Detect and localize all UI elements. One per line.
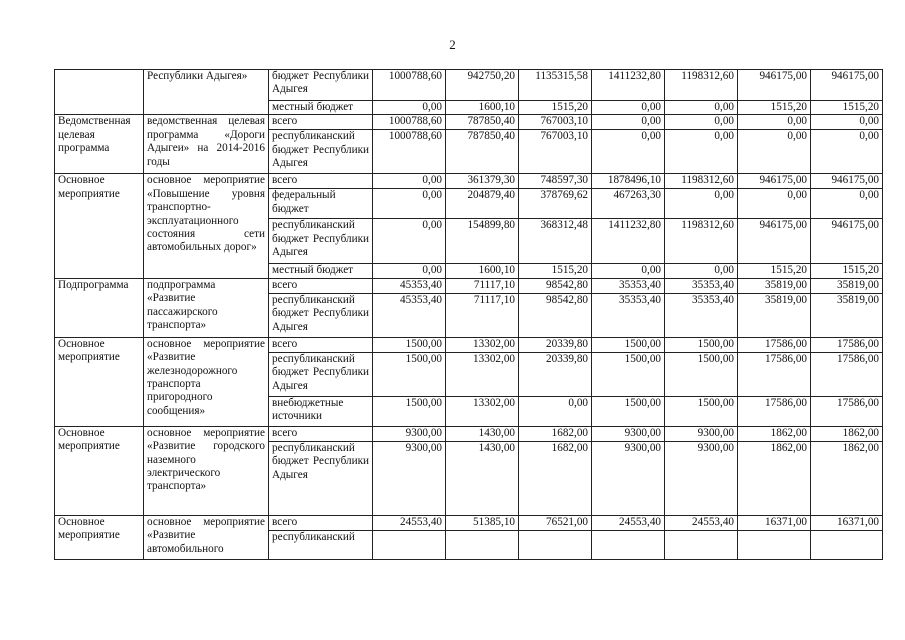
amount-cell: 20339,80 <box>519 352 592 396</box>
amount-cell: 0,00 <box>373 264 446 278</box>
amount-cell: 787850,40 <box>446 130 519 174</box>
program-name-cell: основное мероприятие «Развитие автомобильного <box>144 515 269 559</box>
funding-source-cell: республиканский бюджет Республики Адыгея <box>269 352 373 396</box>
amount-cell: 1411232,80 <box>592 70 665 101</box>
table-body <box>55 70 883 560</box>
amount-cell: 17586,00 <box>811 352 883 396</box>
amount-cell: 17586,00 <box>738 337 811 352</box>
amount-cell: 98542,80 <box>519 278 592 293</box>
amount-cell: 1500,00 <box>373 352 446 396</box>
amount-cell <box>592 530 665 559</box>
table-row <box>55 426 883 441</box>
amount-cell: 0,00 <box>738 130 811 174</box>
amount-cell: 1500,00 <box>592 396 665 426</box>
amount-cell: 1515,20 <box>738 101 811 115</box>
funding-source-cell: всего <box>269 337 373 352</box>
table-row <box>55 115 883 130</box>
amount-cell: 1500,00 <box>665 337 738 352</box>
amount-cell: 1500,00 <box>592 337 665 352</box>
amount-cell: 17586,00 <box>738 396 811 426</box>
funding-source-cell: всего <box>269 426 373 441</box>
amount-cell: 1135315,58 <box>519 70 592 101</box>
amount-cell: 946175,00 <box>811 174 883 189</box>
funding-source-cell: всего <box>269 515 373 530</box>
amount-cell: 16371,00 <box>811 515 883 530</box>
amount-cell: 1411232,80 <box>592 219 665 264</box>
amount-cell: 9300,00 <box>665 426 738 441</box>
row-type-cell: Подпрограмма <box>55 278 144 337</box>
row-type-cell: Основное мероприятие <box>55 426 144 515</box>
amount-cell: 51385,10 <box>446 515 519 530</box>
funding-source-cell: республиканский бюджет Республики Адыгея <box>269 130 373 174</box>
amount-cell: 0,00 <box>519 396 592 426</box>
amount-cell: 946175,00 <box>738 174 811 189</box>
amount-cell: 1515,20 <box>519 264 592 278</box>
budget-table <box>54 69 883 560</box>
amount-cell: 1600,10 <box>446 264 519 278</box>
amount-cell: 946175,00 <box>811 219 883 264</box>
program-name-cell: основное мероприятие «Развитие железнодорожного транспорта пригородного сообщения» <box>144 337 269 426</box>
amount-cell: 368312,48 <box>519 219 592 264</box>
amount-cell: 35819,00 <box>738 293 811 337</box>
amount-cell: 0,00 <box>811 115 883 130</box>
amount-cell <box>665 530 738 559</box>
amount-cell: 1000788,60 <box>373 130 446 174</box>
amount-cell: 35819,00 <box>811 293 883 337</box>
amount-cell: 24553,40 <box>373 515 446 530</box>
amount-cell: 0,00 <box>373 219 446 264</box>
amount-cell: 0,00 <box>592 264 665 278</box>
table-row <box>55 337 883 352</box>
table-row <box>55 174 883 189</box>
amount-cell: 45353,40 <box>373 293 446 337</box>
amount-cell: 13302,00 <box>446 396 519 426</box>
amount-cell <box>373 530 446 559</box>
amount-cell <box>738 530 811 559</box>
amount-cell: 1500,00 <box>665 352 738 396</box>
amount-cell: 1000788,60 <box>373 115 446 130</box>
amount-cell: 35353,40 <box>592 293 665 337</box>
amount-cell: 0,00 <box>373 101 446 115</box>
amount-cell: 0,00 <box>592 130 665 174</box>
program-name-cell: основное мероприятие «Развитие городского наземного электрического транспорта» <box>144 426 269 515</box>
table-row <box>55 515 883 530</box>
row-type-cell: Основное мероприятие <box>55 337 144 426</box>
amount-cell: 946175,00 <box>738 70 811 101</box>
funding-source-cell: республиканский <box>269 530 373 559</box>
amount-cell: 20339,80 <box>519 337 592 352</box>
amount-cell: 1500,00 <box>373 337 446 352</box>
amount-cell: 9300,00 <box>592 441 665 515</box>
amount-cell: 767003,10 <box>519 130 592 174</box>
amount-cell: 0,00 <box>592 101 665 115</box>
amount-cell: 1500,00 <box>373 396 446 426</box>
amount-cell: 35353,40 <box>665 293 738 337</box>
funding-source-cell: местный бюджет <box>269 101 373 115</box>
amount-cell: 1862,00 <box>738 426 811 441</box>
amount-cell: 1862,00 <box>738 441 811 515</box>
amount-cell: 0,00 <box>665 189 738 219</box>
amount-cell: 0,00 <box>738 115 811 130</box>
row-type-cell <box>55 70 144 115</box>
amount-cell: 1198312,60 <box>665 219 738 264</box>
amount-cell: 942750,20 <box>446 70 519 101</box>
amount-cell: 1500,00 <box>665 396 738 426</box>
amount-cell: 0,00 <box>811 189 883 219</box>
amount-cell: 13302,00 <box>446 352 519 396</box>
amount-cell: 17586,00 <box>811 337 883 352</box>
amount-cell <box>519 530 592 559</box>
funding-source-cell: бюджет Республики Адыгея <box>269 70 373 101</box>
amount-cell: 9300,00 <box>373 441 446 515</box>
program-name-cell: подпрограмма «Развитие пассажирского транспорта» <box>144 278 269 337</box>
amount-cell <box>811 530 883 559</box>
amount-cell: 35819,00 <box>811 278 883 293</box>
table-row <box>55 278 883 293</box>
amount-cell: 16371,00 <box>738 515 811 530</box>
amount-cell <box>446 530 519 559</box>
funding-source-cell: республиканский бюджет Республики Адыгея <box>269 441 373 515</box>
amount-cell: 9300,00 <box>373 426 446 441</box>
amount-cell: 1878496,10 <box>592 174 665 189</box>
amount-cell: 71117,10 <box>446 278 519 293</box>
amount-cell: 13302,00 <box>446 337 519 352</box>
amount-cell: 9300,00 <box>592 426 665 441</box>
funding-source-cell: республиканский бюджет Республики Адыгея <box>269 293 373 337</box>
amount-cell: 1198312,60 <box>665 174 738 189</box>
funding-source-cell: федеральный бюджет <box>269 189 373 219</box>
amount-cell: 748597,30 <box>519 174 592 189</box>
amount-cell: 1430,00 <box>446 441 519 515</box>
amount-cell: 1682,00 <box>519 441 592 515</box>
amount-cell: 45353,40 <box>373 278 446 293</box>
amount-cell: 0,00 <box>738 189 811 219</box>
amount-cell: 787850,40 <box>446 115 519 130</box>
amount-cell: 1430,00 <box>446 426 519 441</box>
funding-source-cell: всего <box>269 278 373 293</box>
amount-cell: 1515,20 <box>738 264 811 278</box>
amount-cell: 0,00 <box>665 101 738 115</box>
amount-cell: 204879,40 <box>446 189 519 219</box>
amount-cell: 467263,30 <box>592 189 665 219</box>
row-type-cell: Ведомственная целевая программа <box>55 115 144 174</box>
funding-source-cell: всего <box>269 115 373 130</box>
amount-cell: 35353,40 <box>592 278 665 293</box>
amount-cell: 946175,00 <box>811 70 883 101</box>
amount-cell: 1515,20 <box>811 264 883 278</box>
amount-cell: 1600,10 <box>446 101 519 115</box>
amount-cell: 0,00 <box>665 115 738 130</box>
program-name-cell: ведомственная целевая программа «Дороги Адыгеи» на 2014-2016 годы <box>144 115 269 174</box>
amount-cell: 35819,00 <box>738 278 811 293</box>
amount-cell: 361379,30 <box>446 174 519 189</box>
amount-cell: 0,00 <box>811 130 883 174</box>
amount-cell: 378769,62 <box>519 189 592 219</box>
program-name-cell: основное мероприятие «Повышение уровня транспортно-эксплуатационного состояния сети автомобильных дорог» <box>144 174 269 278</box>
amount-cell: 946175,00 <box>738 219 811 264</box>
amount-cell: 1862,00 <box>811 441 883 515</box>
amount-cell: 0,00 <box>592 115 665 130</box>
funding-source-cell: республиканский бюджет Республики Адыгея <box>269 219 373 264</box>
row-type-cell: Основное мероприятие <box>55 515 144 559</box>
amount-cell: 17586,00 <box>738 352 811 396</box>
amount-cell: 154899,80 <box>446 219 519 264</box>
amount-cell: 17586,00 <box>811 396 883 426</box>
amount-cell: 76521,00 <box>519 515 592 530</box>
amount-cell: 1682,00 <box>519 426 592 441</box>
row-type-cell: Основное мероприятие <box>55 174 144 278</box>
amount-cell: 0,00 <box>665 264 738 278</box>
amount-cell: 1515,20 <box>811 101 883 115</box>
amount-cell: 1500,00 <box>592 352 665 396</box>
funding-source-cell: внебюджетные источники <box>269 396 373 426</box>
amount-cell: 0,00 <box>665 130 738 174</box>
amount-cell: 24553,40 <box>592 515 665 530</box>
funding-source-cell: местный бюджет <box>269 264 373 278</box>
amount-cell: 767003,10 <box>519 115 592 130</box>
funding-source-cell: всего <box>269 174 373 189</box>
amount-cell: 98542,80 <box>519 293 592 337</box>
program-name-cell: Республики Адыгея» <box>144 70 269 115</box>
amount-cell: 1000788,60 <box>373 70 446 101</box>
amount-cell: 0,00 <box>373 174 446 189</box>
amount-cell: 24553,40 <box>665 515 738 530</box>
amount-cell: 35353,40 <box>665 278 738 293</box>
amount-cell: 1515,20 <box>519 101 592 115</box>
amount-cell: 0,00 <box>373 189 446 219</box>
amount-cell: 71117,10 <box>446 293 519 337</box>
page-number: 2 <box>449 37 456 52</box>
amount-cell: 1862,00 <box>811 426 883 441</box>
table-row <box>55 70 883 101</box>
amount-cell: 9300,00 <box>665 441 738 515</box>
amount-cell: 1198312,60 <box>665 70 738 101</box>
